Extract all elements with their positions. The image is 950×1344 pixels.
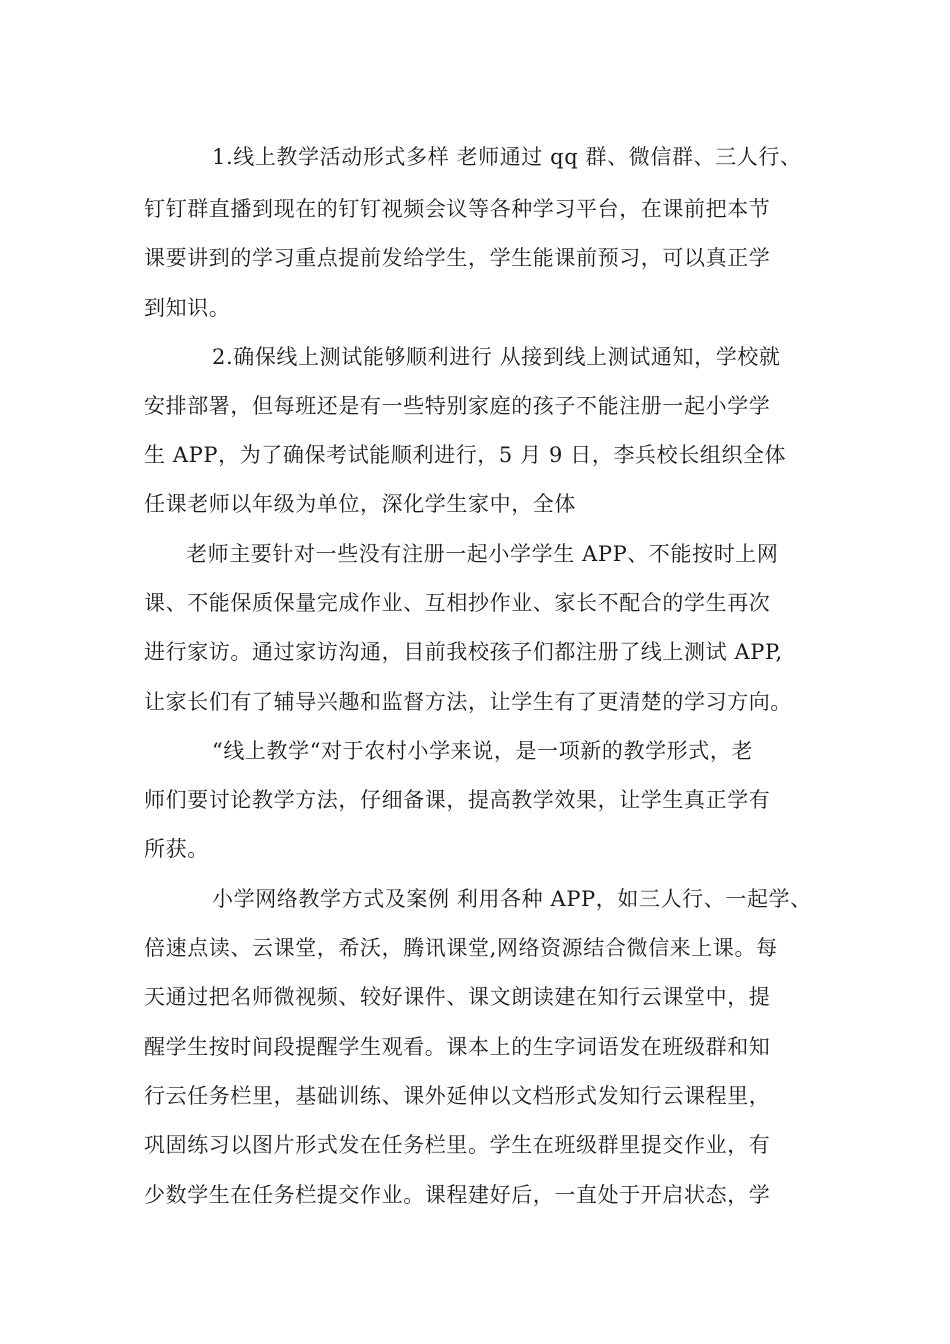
text-line: 倍速点读、云课堂，希沃，腾讯课堂,网络资源结合微信来上课。每 [144,936,778,960]
text-line: 生 APP，为了确保考试能顺利进行，5 月 9 日，李兵校长组织全体 [144,443,787,467]
text-line: 小学网络教学方式及案例 利用各种 APP，如三人行、一起学、 [212,887,812,911]
text-line: 所获。 [144,837,209,861]
text-line: 2.确保线上测试能够顺利进行 从接到线上测试通知，学校就 [212,345,781,369]
text-line: 师们要讨论教学方法，仔细备课，提高教学效果，让学生真正学有 [144,788,771,812]
text-line: 课要讲到的学习重点提前发给学生，学生能课前预习，可以真正学 [144,246,771,270]
text-line: 安排部署，但每班还是有一些特别家庭的孩子不能注册一起小学学 [144,394,771,418]
text-line: 醒学生按时间段提醒学生观看。课本上的生字词语发在班级群和知 [144,1035,771,1059]
text-line: 老师主要针对一些没有注册一起小学学生 APP、不能按时上网 [186,542,779,566]
text-line: 钉钉群直播到现在的钉钉视频会议等各种学习平台，在课前把本节 [144,197,771,221]
text-line: 天通过把名师微视频、较好课件、课文朗读建在知行云课堂中，提 [144,985,771,1009]
text-line: 少数学生在任务栏提交作业。课程建好后，一直处于开启状态，学 [144,1183,771,1207]
text-line: 任课老师以年级为单位，深化学生家中，全体 [144,492,576,516]
text-line: 1.线上教学活动形式多样 老师通过 qq 群、微信群、三人行、 [212,145,802,169]
text-line: 让家长们有了辅导兴趣和监督方法，让学生有了更清楚的学习方向。 [144,690,792,714]
text-line: 到知识。 [144,296,231,320]
text-line: 巩固练习以图片形式发在任务栏里。学生在班级群里提交作业，有 [144,1133,771,1157]
text-line: 行云任务栏里，基础训练、课外延伸以文档形式发知行云课程里， [144,1084,771,1108]
text-line: “线上教学“对于农村小学来说，是一项新的教学形式，老 [212,739,754,763]
text-line: 课、不能保质保量完成作业、互相抄作业、家长不配合的学生再次 [144,591,771,615]
text-line: 进行家访。通过家访沟通，目前我校孩子们都注册了线上测试 APP, [144,640,783,664]
